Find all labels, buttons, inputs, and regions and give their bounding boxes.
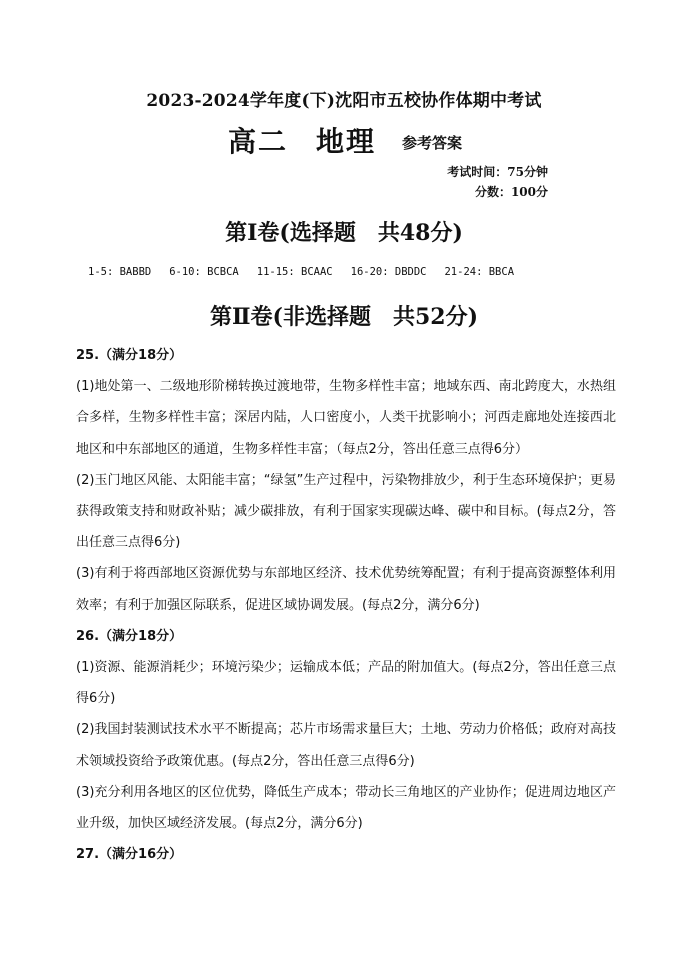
question-heading: 27.（满分16分）: [76, 847, 183, 863]
answer-paragraph: (1)地处第一、二级地形阶梯转换过渡地带，生物多样性丰富；地域东西、南北跨度大，水热组合多样，生物多样性丰富；深居内陆，人口密度小，人类干扰影响小；河西走廊地处连接西北地区和中东部地区的通道，生物多样性丰富；（每点2分，答出任意三点得6分）: [76, 379, 616, 457]
answer-group: 6-10: BCBCA: [169, 266, 239, 278]
multiple-choice-answers: [88, 266, 532, 278]
answer-paragraph: (2)玉门地区风能、太阳能丰富；“绿氢”生产过程中，污染物排放少，利于生态环境保护；更易获得政策支持和财政补贴；减少碳排放，有利于国家实现碳达峰、碳中和目标。(每点2分，答出任意三点得6分): [76, 472, 616, 551]
part2-title: 第Ⅱ卷(非选择题 共52分): [210, 304, 478, 330]
subject-name: 地理: [316, 125, 377, 158]
answers-body: [76, 340, 616, 870]
subject-heading: [228, 120, 376, 160]
grade-label: 高二: [228, 125, 289, 158]
part1-title: 第Ⅰ卷(选择题 共48分): [225, 220, 463, 246]
question-heading: 25.（满分18分）: [76, 348, 183, 363]
answer-paragraph: (3)充分利用各地区的区位优势，降低生产成本；带动长三角地区的产业协作；促进周边地区产业升级，加快区域经济发展。(每点2分，满分6分): [76, 784, 616, 832]
exam-title: 2023-2024学年度(下)沈阳市五校协作体期中考试: [146, 91, 542, 111]
total-score: 分数：100分: [474, 185, 548, 199]
answer-group: 21-24: BBCA: [444, 266, 515, 278]
answer-paragraph: (1)资源、能源消耗少；环境污染少；运输成本低；产品的附加值大。(每点2分，答出任意三点得6分): [76, 660, 616, 707]
subject-row: [0, 120, 688, 160]
answer-key-label: 参考答案: [402, 134, 463, 152]
answer-paragraph: (2)我国封装测试技术水平不断提高；芯片市场需求量巨大；土地、劳动力价格低；政府对高技术领域投资给予政策优惠。(每点2分，答出任意三点得6分): [76, 722, 616, 769]
answer-group: 11-15: BCAAC: [256, 266, 333, 278]
question-heading: 26.（满分18分）: [76, 628, 183, 644]
exam-time: 考试时间：75分钟: [447, 165, 548, 179]
answer-group: 16-20: DBDDC: [350, 266, 427, 278]
answer-paragraph: (3)有利于将西部地区资源优势与东部地区经济、技术优势统筹配置；有利于提高资源整体利用效率；有利于加强区际联系，促进区域协调发展。(每点2分，满分6分): [76, 566, 616, 613]
answer-group: 1-5: BABBD: [88, 266, 152, 278]
